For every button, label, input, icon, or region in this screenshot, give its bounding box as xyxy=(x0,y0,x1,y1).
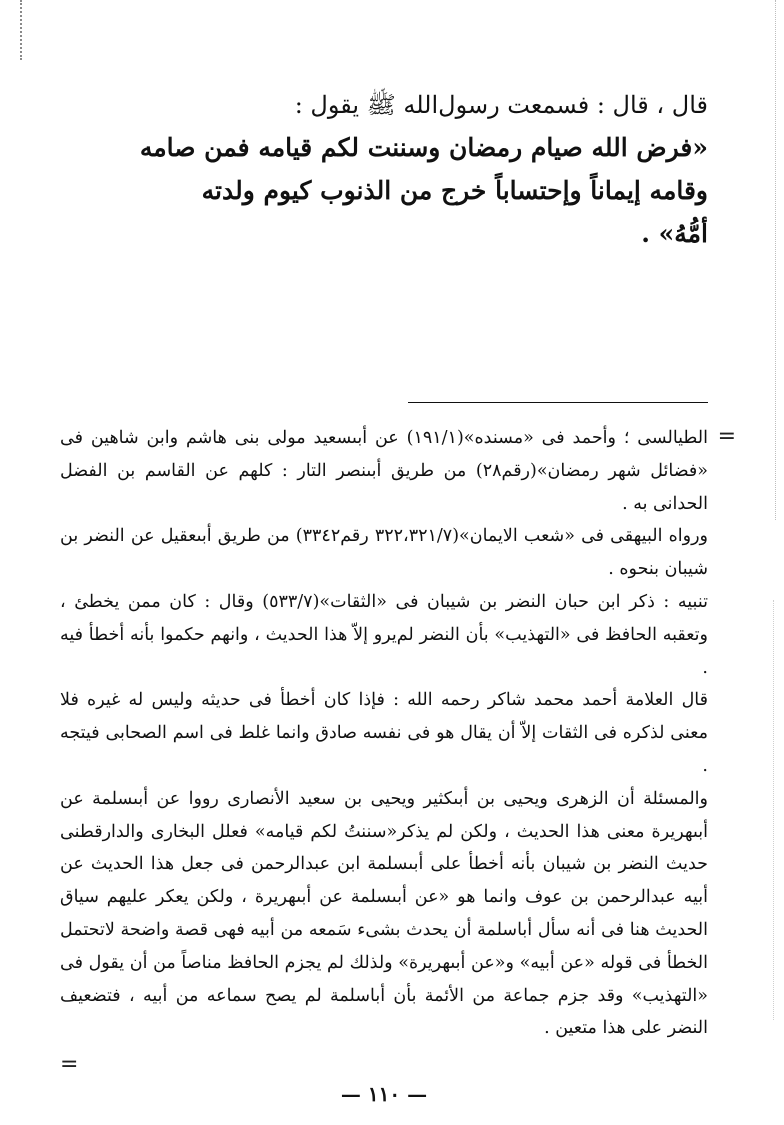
footnote-paragraph: تنبيه : ذكر ابن حبان النضر بن شيبان فى «الثقات»(٥٣٣/٧) وقال : كان ممن يخطئ ، وتعقبه الحافظ فى «التهذيب» بأن النضر لم‌يرو إلاّ هذا الحديث ، وانهم حكموا بأنه أخطأ فيه . xyxy=(60,591,708,678)
hadith-line-2: وقامه إيماناً وإحتساباً خرج من الذنوب كيوم ولدته xyxy=(201,176,708,205)
footnote-paragraph: قال العلامة أحمد محمد شاكر رحمه الله : فإذا كان أخطأ فى حديثه وليس له غيره فلا معنى لذكره فى الثقات إلاّ أن يقال هو فى نفسه صادق وانما غلط فى اسم الصحابى فيتجه . xyxy=(60,690,708,776)
main-line-1: قال ، قال : فسمعت رسول‌الله ﷺ يقول : xyxy=(294,91,708,119)
scan-edge-left xyxy=(20,0,26,60)
footnote-paragraph: ورواه البيهقى فى «شعب الايمان»(٣٢٢،٣٢١/٧ رقم٣٣٤٢) من طريق أبىعقيل عن النضر بن شيبان بنحوه . xyxy=(60,526,708,580)
hadith-line-3: أمُّهُ» . xyxy=(641,219,708,248)
hadith-line-1: «فرض الله صيام رمضان وسننت لكم قيامه فمن صامه xyxy=(139,133,708,162)
book-page xyxy=(60,0,708,1125)
footnote-paragraph: الطيالسى ؛ وأحمد فى «مسنده»(١٩١/١) عن أبىسعيد مولى بنى هاشم وابن شاهين فى «فضائل شهر رمضان»(رقم٢٨) من طريق أبىنصر التار : كلهم عن القاسم بن الفضل الحدانى به . xyxy=(60,428,709,514)
footnote-paragraph: والمسئلة أن الزهرى ويحيى بن أبىكثير ويحيى بن سعيد الأنصارى رووا عن أبىسلمة عن أبىهريرة معنى هذا الحديث ، ولكن لم يذكر«سننتُ لكم قيامه» فعلل البخارى والدارقطنى حديث النضر بن شيبان بأنه أخطأ على أبىسلمة ابن عبدالرحمن فى جعل هذا الحديث عن أبيه عبدالرحمن بن عوف وانما هو «عن أبىسلمة عن أبىهريرة ، ولكن يعكر عليهم سياق الحديث هنا فى أنه سأل أباسلمة أن يحدث بشىء سَمعه من أبيه فهى قصة واضحة لاتحتمل الخطأ فى قوله «عن أبيه» و«عن أبىهريرة» ولذلك لم يجزم الحافظ مناصاً من أن يقول فى «التهذيب» وقد جزم جماعة من الأئمة بأن أباسلمة لم يصح سماعه من أبيه ، فتضعيف النضر على هذا متعين . xyxy=(60,788,708,1039)
footnote-separator xyxy=(408,402,708,403)
page-number: — ١١٠ — xyxy=(340,1082,428,1106)
main-text xyxy=(60,84,708,255)
footnote-continues-marker: = xyxy=(60,1052,79,1077)
scan-edge-right xyxy=(773,0,776,520)
footnote-continuation-marker: = xyxy=(717,424,736,449)
scan-edge-right-lower xyxy=(771,600,774,1020)
footnotes xyxy=(60,422,708,1045)
